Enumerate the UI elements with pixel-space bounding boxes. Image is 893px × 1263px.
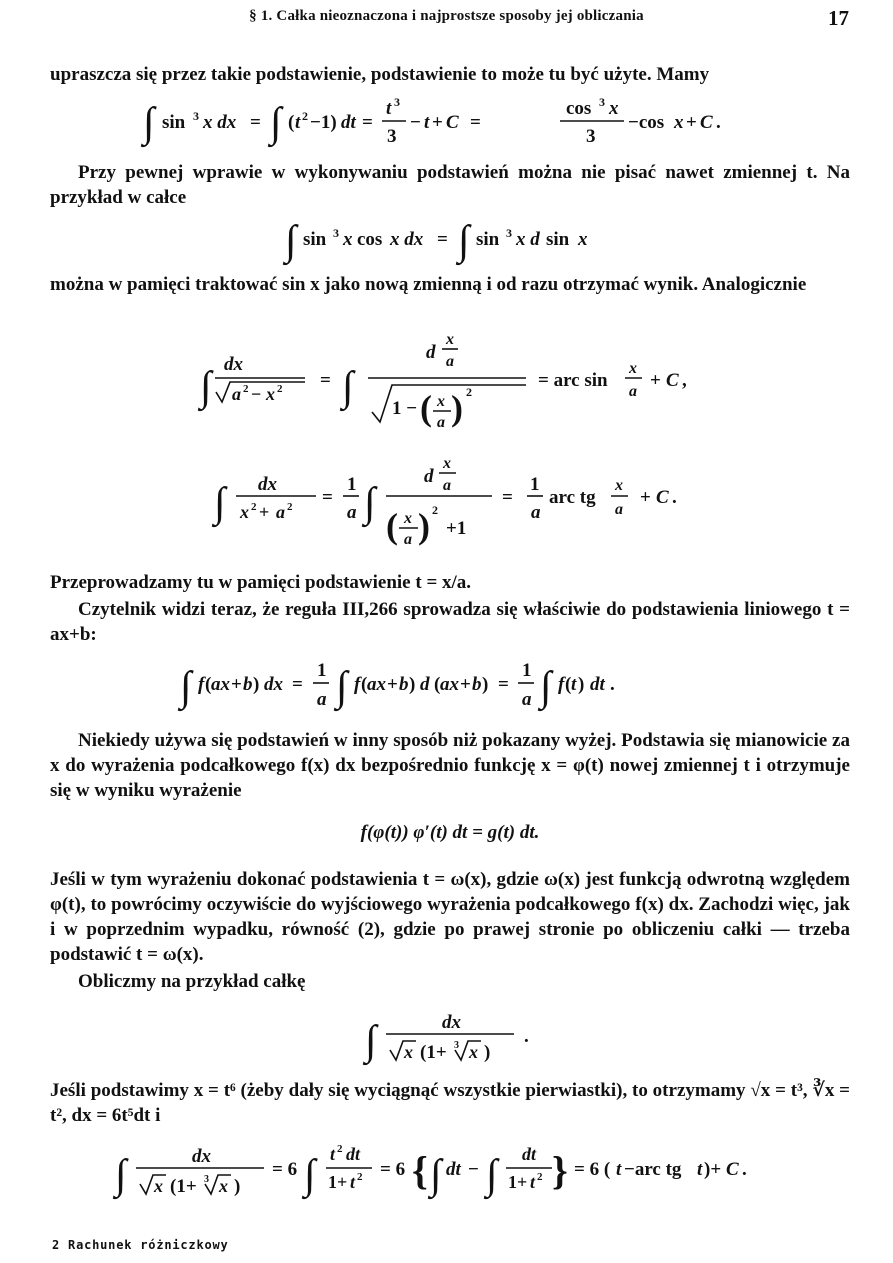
svg-text:C: C	[446, 112, 459, 133]
svg-text:a: a	[276, 502, 285, 522]
svg-text:(: (	[361, 674, 368, 695]
svg-text:(: (	[420, 388, 432, 428]
svg-text:t: t	[616, 1159, 622, 1180]
svg-text:): )	[482, 674, 489, 695]
svg-text:t: t	[330, 1144, 336, 1164]
page-footer: 2 Rachunek różniczkowy	[52, 1238, 229, 1252]
paragraph-5: Czytelnik widzi teraz, że reguła III,266 sprowadza się właściwie do podstawienia liniowego t = ax+b:	[50, 599, 850, 645]
svg-text:a: a	[615, 501, 623, 518]
svg-text:dt: dt	[346, 1144, 361, 1164]
svg-text:x: x	[609, 98, 619, 119]
svg-text:2: 2	[287, 501, 293, 513]
svg-text:x: x	[437, 393, 445, 410]
svg-text:x: x	[443, 455, 451, 472]
svg-text:ax: ax	[367, 674, 386, 695]
svg-text:∫: ∫	[180, 664, 192, 710]
svg-text:cos: cos	[566, 98, 592, 119]
svg-text:a: a	[629, 383, 637, 400]
svg-text:3: 3	[506, 226, 512, 240]
svg-text:∫: ∫	[540, 664, 552, 710]
svg-text:sin: sin	[303, 229, 327, 250]
svg-text:=: =	[498, 674, 509, 695]
svg-text:=: =	[470, 112, 481, 133]
svg-text:−cos: −cos	[628, 112, 665, 133]
svg-text:.: .	[716, 112, 721, 133]
svg-text:x dx: x dx	[390, 229, 424, 250]
svg-text:1: 1	[530, 474, 540, 495]
svg-text:(: (	[434, 674, 441, 695]
svg-text:{: {	[412, 1148, 428, 1193]
svg-text:f: f	[198, 674, 205, 695]
page-number: 17	[828, 6, 849, 30]
svg-text:): )	[253, 674, 260, 695]
equation-2	[0, 218, 893, 266]
svg-text:): )	[418, 506, 430, 546]
svg-text:1: 1	[347, 474, 357, 495]
svg-text:+: +	[650, 370, 661, 391]
svg-text:,: ,	[682, 370, 687, 391]
svg-text:): )	[234, 1176, 241, 1197]
svg-text:): )	[484, 1042, 491, 1063]
svg-text:2: 2	[432, 503, 438, 517]
svg-text:t: t	[386, 98, 392, 119]
svg-text:x: x	[578, 229, 588, 250]
svg-text:∫: ∫	[342, 364, 354, 410]
svg-text:x: x	[343, 229, 353, 250]
paragraph-1: upraszcza się przez takie podstawienie, podstawienie to może tu być użyte. Mamy	[50, 64, 710, 85]
svg-text:.: .	[672, 487, 677, 508]
svg-text:+: +	[460, 674, 471, 695]
svg-text:dt: dt	[522, 1144, 537, 1164]
svg-text:2: 2	[251, 501, 257, 513]
svg-text:=: =	[322, 487, 333, 508]
paragraph-7: Jeśli w tym wyrażeniu dokonać podstawienia t = ω(x), gdzie ω(x) jest funkcją odwrotną względem φ(t), to powrócimy oczywiście do wyjściowego wyrażenia podcałkowego f(x) dx. Zachodzi więc, jak i w poprzednim wypadku, równość (2), gdzie po prawej stronie po obliczeniu całki — trzeba podstawić t = ω(x).	[50, 869, 850, 965]
svg-text:+: +	[686, 112, 697, 133]
svg-text:a: a	[347, 502, 357, 523]
svg-text:2: 2	[537, 1171, 543, 1183]
svg-text:3: 3	[586, 126, 596, 147]
svg-text:d: d	[420, 674, 430, 695]
equation-4	[0, 448, 893, 558]
svg-text:=: =	[502, 487, 513, 508]
svg-text:2: 2	[302, 109, 308, 123]
svg-text:2: 2	[466, 385, 472, 399]
svg-text:x: x	[240, 502, 249, 522]
svg-text:∫: ∫	[364, 480, 376, 526]
svg-text:1+: 1+	[508, 1172, 528, 1192]
paragraph-8: Obliczmy na przykład całkę	[78, 971, 306, 992]
svg-text:): )	[578, 674, 585, 695]
svg-text:+: +	[231, 674, 242, 695]
paragraph-9: Jeśli podstawimy x = t⁶ (żeby dały się wyciągnąć wszystkie pierwiastki), to otrzymamy √x = t³, ∛x = t², dx = 6t⁵dt i	[50, 1080, 850, 1126]
svg-text:x: x	[469, 1042, 478, 1062]
svg-text:2: 2	[243, 383, 249, 395]
paragraph-6: Niekiedy używa się podstawień w inny sposób niż pokazany wyżej. Podstawia się mianowicie za x do wyrażenia podcałkowego f(x) dx bezpośrednio funkcję x = φ(t) nowej zmiennej t i otrzymuje się w wyniku wyrażenie	[50, 730, 850, 801]
svg-text:3: 3	[204, 1174, 209, 1185]
svg-text:C: C	[726, 1159, 739, 1180]
svg-text:(: (	[205, 674, 212, 695]
svg-text:2: 2	[277, 383, 283, 395]
svg-text:= 6: = 6	[380, 1159, 406, 1180]
svg-text:d: d	[424, 466, 434, 487]
svg-text:x: x	[629, 360, 637, 377]
svg-text:3: 3	[454, 1040, 459, 1051]
svg-text:a: a	[522, 689, 532, 710]
svg-text:x: x	[404, 510, 412, 527]
svg-text:.: .	[610, 674, 615, 695]
svg-text:= 6: = 6	[272, 1159, 298, 1180]
svg-text:x dx: x dx	[203, 112, 237, 133]
svg-text:)+: )+	[704, 1159, 722, 1180]
svg-text:1: 1	[522, 660, 532, 681]
paragraph-2: Przy pewnej wprawie w wykonywaniu podstawień można nie pisać nawet zmiennej t. Na przykład w całce	[50, 162, 850, 208]
svg-text:∫: ∫	[200, 364, 212, 410]
svg-text:=: =	[437, 229, 448, 250]
svg-text:t: t	[424, 112, 430, 133]
svg-text:arc tg: arc tg	[549, 487, 596, 508]
equation-5	[0, 656, 893, 716]
svg-text:C: C	[656, 487, 669, 508]
svg-text:x: x	[404, 1042, 413, 1062]
svg-text:+: +	[259, 502, 270, 522]
svg-text:dt: dt	[341, 112, 356, 133]
svg-text:a: a	[443, 477, 451, 494]
svg-text:(1+: (1+	[420, 1042, 447, 1063]
svg-text:+1: +1	[446, 518, 467, 539]
svg-text:a: a	[317, 689, 327, 710]
svg-text:): )	[409, 674, 416, 695]
svg-text:= 6 (: = 6 (	[574, 1159, 611, 1180]
svg-text:dx: dx	[264, 674, 283, 695]
svg-text:d: d	[426, 342, 436, 363]
svg-text:=: =	[250, 112, 261, 133]
equation-8	[0, 1138, 893, 1204]
svg-text:(: (	[288, 112, 295, 133]
svg-text:(: (	[386, 506, 398, 546]
svg-text:2: 2	[357, 1171, 363, 1183]
paragraph-4: Przeprowadzamy tu w pamięci podstawienie t = x/a.	[50, 572, 472, 593]
svg-text:+: +	[640, 487, 651, 508]
equation-7	[0, 1004, 893, 1070]
svg-text:3: 3	[333, 226, 339, 240]
svg-text:f: f	[558, 674, 565, 695]
svg-text:x: x	[219, 1176, 228, 1196]
svg-text:∫: ∫	[365, 1018, 377, 1064]
svg-text:x: x	[615, 477, 623, 494]
svg-text:=: =	[292, 674, 303, 695]
svg-text:ax: ax	[211, 674, 230, 695]
svg-text:}: }	[552, 1148, 568, 1193]
svg-text:(: (	[565, 674, 572, 695]
svg-text:∫: ∫	[214, 480, 226, 526]
svg-text:∫: ∫	[336, 664, 348, 710]
svg-text:t: t	[697, 1159, 703, 1180]
svg-text:a: a	[404, 531, 412, 548]
svg-text:+: +	[432, 112, 443, 133]
svg-text:∫: ∫	[115, 1152, 127, 1198]
svg-text:∫: ∫	[458, 218, 470, 264]
svg-text:t: t	[295, 112, 301, 133]
svg-text:dx: dx	[224, 354, 243, 375]
svg-text:dt: dt	[590, 674, 605, 695]
svg-text:a: a	[437, 414, 445, 431]
svg-text:f: f	[354, 674, 361, 695]
svg-text:C: C	[700, 112, 713, 133]
svg-text:): )	[451, 388, 463, 428]
svg-text:3: 3	[193, 109, 199, 123]
svg-text:.: .	[742, 1159, 747, 1180]
svg-text:x: x	[266, 384, 275, 404]
svg-text:t: t	[530, 1172, 536, 1192]
svg-text:(1+: (1+	[170, 1176, 197, 1197]
svg-text:dx: dx	[192, 1146, 211, 1167]
svg-text:1+: 1+	[328, 1172, 348, 1192]
paragraph-3: można w pamięci traktować sin x jako nową zmienną i od razu otrzymać wynik. Analogicznie	[50, 274, 807, 295]
svg-text:∫: ∫	[304, 1152, 316, 1198]
svg-text:−1): −1)	[310, 112, 337, 133]
svg-text:dx: dx	[258, 474, 277, 495]
svg-text:3: 3	[599, 95, 605, 109]
svg-text:a: a	[531, 502, 541, 523]
svg-text:3: 3	[394, 95, 400, 109]
svg-text:b: b	[399, 674, 409, 695]
svg-text:b: b	[243, 674, 253, 695]
svg-text:cos: cos	[357, 229, 383, 250]
svg-text:a: a	[232, 384, 241, 404]
svg-text:.: .	[524, 1026, 529, 1047]
svg-text:=: =	[362, 112, 373, 133]
svg-text:x d: x d	[516, 229, 540, 250]
running-title: § 1. Całka nieoznaczona i najprostsze sposoby jej obliczania	[249, 8, 644, 24]
svg-text:1 −: 1 −	[392, 398, 418, 419]
svg-text:=: =	[320, 370, 331, 391]
svg-text:−: −	[410, 112, 421, 133]
svg-text:∫: ∫	[486, 1152, 498, 1198]
svg-text:t: t	[350, 1172, 356, 1192]
svg-text:−: −	[468, 1159, 479, 1180]
equation-3	[0, 330, 893, 448]
svg-text:dt: dt	[446, 1159, 461, 1180]
svg-text:C: C	[666, 370, 679, 391]
svg-text:ax: ax	[440, 674, 459, 695]
page-header	[0, 6, 893, 32]
svg-text:x: x	[446, 331, 454, 348]
svg-text:dx: dx	[442, 1012, 461, 1033]
svg-text:1: 1	[317, 660, 327, 681]
svg-text:sin: sin	[162, 112, 186, 133]
svg-text:sin: sin	[476, 229, 500, 250]
svg-text:∫: ∫	[143, 100, 155, 146]
svg-text:x: x	[154, 1176, 163, 1196]
svg-text:b: b	[472, 674, 482, 695]
equation-6: f(φ(t)) φ′(t) dt = g(t) dt.	[360, 822, 540, 843]
svg-text:sin: sin	[546, 229, 570, 250]
svg-text:∫: ∫	[430, 1152, 442, 1198]
svg-text:−arc tg: −arc tg	[624, 1159, 682, 1180]
svg-text:+: +	[387, 674, 398, 695]
svg-text:= arc sin: = arc sin	[538, 370, 608, 391]
svg-text:a: a	[446, 353, 454, 370]
equation-1	[0, 92, 893, 152]
svg-text:x: x	[674, 112, 684, 133]
svg-text:2: 2	[337, 1143, 343, 1155]
svg-text:∫: ∫	[270, 100, 282, 146]
svg-text:∫: ∫	[285, 218, 297, 264]
svg-text:−: −	[251, 384, 262, 404]
svg-text:3: 3	[387, 126, 397, 147]
svg-text:t: t	[571, 674, 577, 695]
